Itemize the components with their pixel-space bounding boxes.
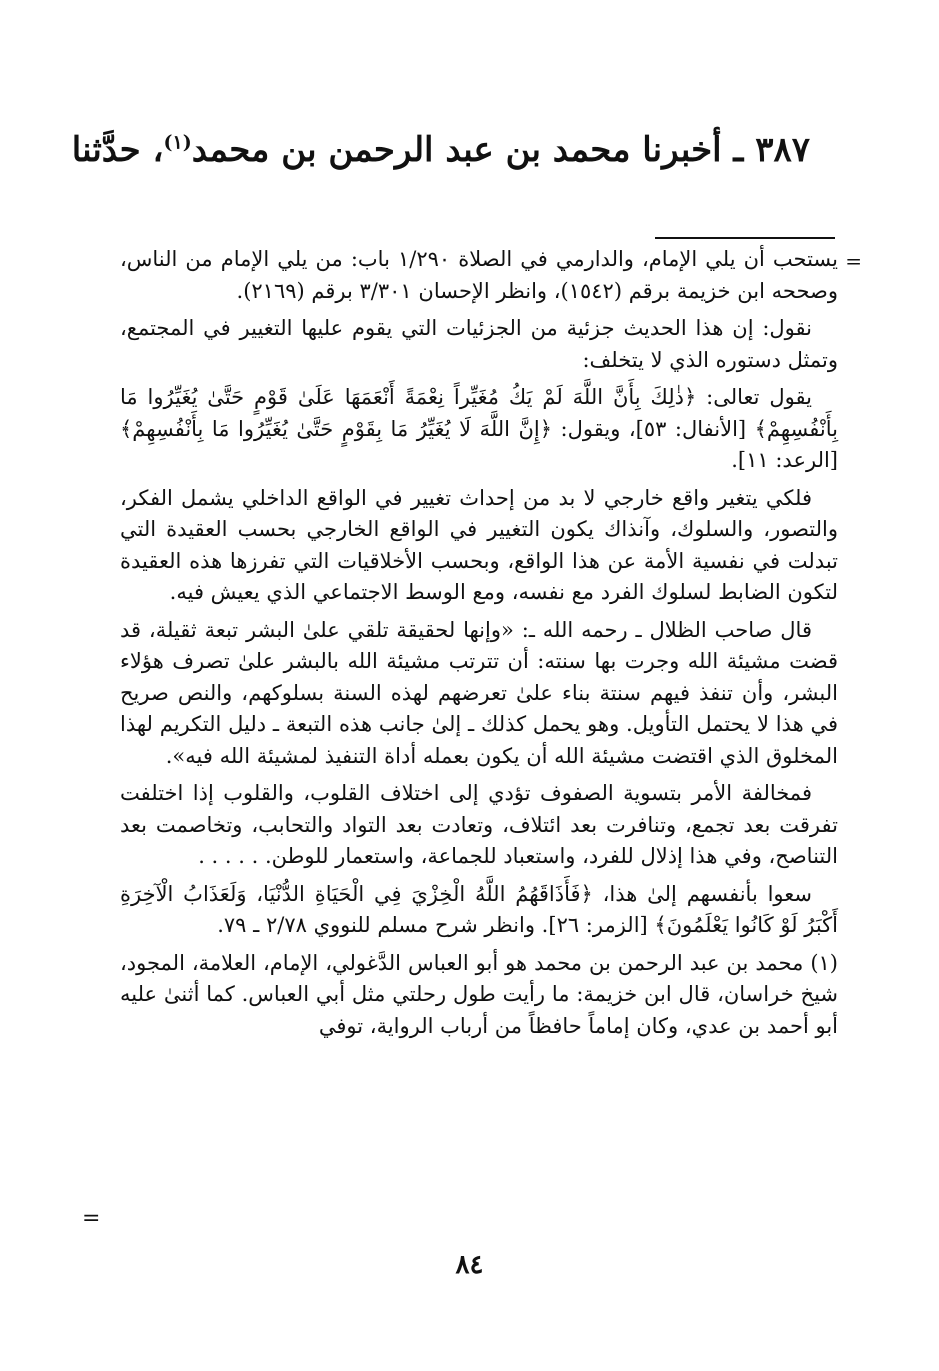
footnote-continuation [120, 244, 862, 307]
continuation-mark: = [845, 249, 862, 273]
page-number: ٨٤ [455, 1250, 484, 1280]
footnote-reference: (١) [163, 131, 192, 154]
footnote-paragraph: قال صاحب الظلال ـ رحمه الله ـ: «وإنها لحقيقة تلقي علىٰ البشر تبعة ثقيلة، قد قضت مشيئة الله وجرت بها سنته: أن تترتب مشيئة الله بالبشر علىٰ تصرف هؤلاء البشر، وأن تنفذ فيهم سنتة بناء علىٰ تعرضهم لهذه السنة بسلوكهم، والنص صريح في هذا لا يحتمل التأويل. وهو يحمل كذلك ـ إلىٰ جانب هذه التبعة ـ دليل التكريم لهذا المخلوق الذي اقتضت مشيئة الله أن يكون بعمله أداة التنفيذ لمشيئة الله فيه». [120, 617, 838, 768]
footnotes-area [120, 244, 862, 1048]
hadith-heading-text: ٣٨٧ ـ أخبرنا محمد بن عبد الرحمن بن محمد [191, 130, 810, 170]
next-page-mark: = [82, 1206, 101, 1231]
footnote-continuation-text: يستحب أن يلي الإمام، والدارمي في الصلاة ١/٢٩٠ باب: من يلي الإمام من الناس، وصححه ابن خزيمة برقم (١٥٤٢)، وانظر الإحسان ٣/٣٠١ برقم (٢١٦٩). [120, 247, 839, 303]
footnote-1 [120, 948, 838, 1043]
footnote-paragraph: نقول: إن هذا الحديث جزئية من الجزئيات التي يقوم عليها التغيير في المجتمع، وتمثل دستوره الذي لا يتخلف: [120, 316, 838, 372]
footnote-paragraph: فلكي يتغير واقع خارجي لا بد من إحداث تغيير في الواقع الداخلي يشمل الفكر، والتصور، والسلوك، وآنذاك يكون التغيير في الواقع الخارجي بحسب العقيدة التي تبدلت في نفسية الأمة عن هذا الواقع، وبحسب الأخلاقيات التي تفرزها هذه العقيدة لتكون الضابط لسلوك الفرد مع نفسه، ومع الوسط الاجتماعي الذي يعيش فيه. [120, 485, 838, 604]
footnote-separator [655, 237, 835, 239]
footnote-1-text: محمد بن عبد الرحمن بن محمد هو أبو العباس الدَّغولي، الإمام، العلامة، المجود، شيخ خراسان، قال ابن خزيمة: ما رأيت طول رحلتي مثل أبي العباس. كما أثنىٰ عليه أبو أحمد بن عدي، وكان إماماً حافظاً من أرباب الرواية، توفي [120, 950, 838, 1038]
footnote-1-mark: (١) [810, 950, 838, 975]
footnote-paragraph: يقول تعالى: ﴿ذٰلِكَ بِأَنَّ اللَّهَ لَمْ يَكُ مُغَيِّراً نِعْمَةً أَنْعَمَهَا عَلَىٰ قَوْمٍ حَتَّىٰ يُغَيِّرُوا مَا بِأَنْفُسِهِمْ﴾ [الأنفال: ٥٣]، ويقول: ﴿إِنَّ اللَّهَ لَا يُغَيِّرُ مَا بِقَوْمٍ حَتَّىٰ يُغَيِّرُوا مَا بِأَنْفُسِهِمْ﴾ [الرعد: ١١]. [120, 385, 838, 472]
hadith-heading [71, 120, 810, 180]
hadith-heading-text-after: ، حدَّثنا [71, 130, 164, 170]
footnote-paragraph: فمخالفة الأمر بتسوية الصفوف تؤدي إلى اختلاف القلوب، والقلوب إذا اختلفت تفرقت بعد تجمع، وتنافرت بعد ائتلاف، وتعادت بعد التواد والتحابب، وتخاصمت بعد التناصح، وفي هذا إذلال للفرد، واستعباد للجماعة، واستعمار للوطن. . . . . . [120, 781, 838, 868]
footnote-paragraph: سعوا بأنفسهم إلىٰ هذا، ﴿فَأَذَاقَهُمُ اللَّهُ الْخِزْيَ فِي الْحَيَاةِ الدُّنْيَا، وَلَعَذَابُ الْآخِرَةِ أَكْبَرُ لَوْ كَانُوا يَعْلَمُونَ﴾ [الزمر: ٢٦]. وانظر شرح مسلم للنووي ٢/٧٨ ـ ٧٩. [120, 881, 838, 937]
